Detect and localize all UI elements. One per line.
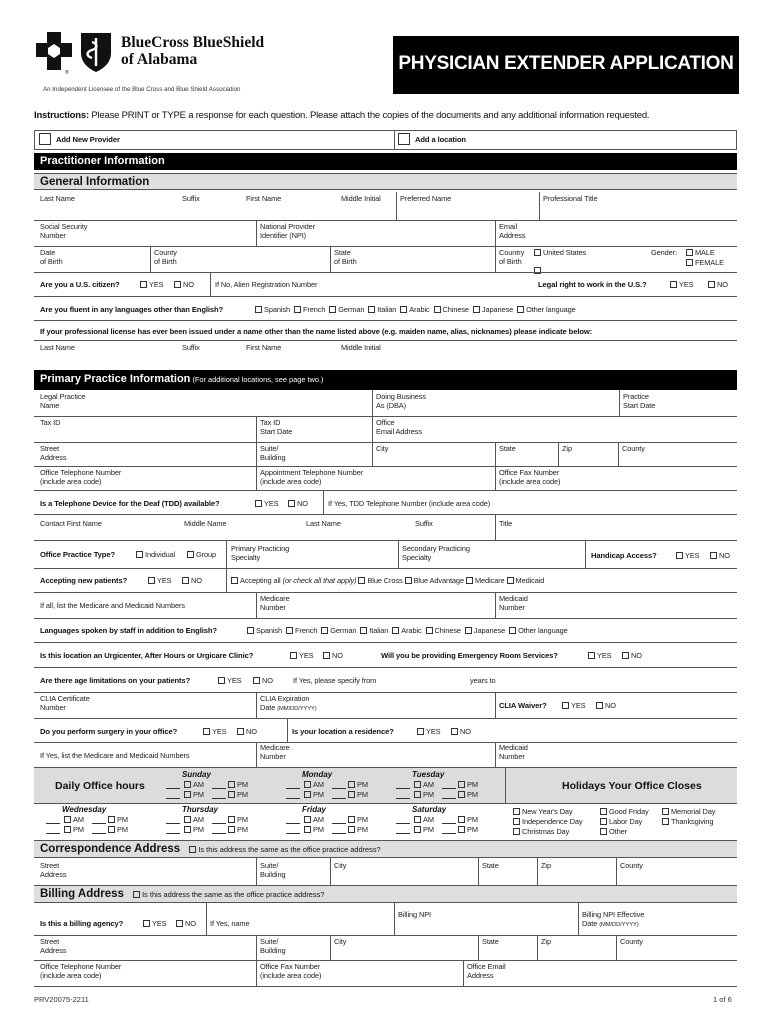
bill-state-label: State — [482, 937, 499, 946]
billing-agency-name-label: If Yes, name — [210, 919, 250, 928]
surgery-medicare-label: Medicare Number — [260, 743, 290, 761]
er-question: Will you be providing Emergency Room Services? — [381, 651, 558, 660]
gender-label: Gender: — [651, 248, 678, 257]
billing-agency-no[interactable]: NO — [176, 919, 196, 928]
primary-practice-note: (For additional locations, see page two.) — [190, 375, 324, 384]
er-no[interactable]: NO — [622, 651, 642, 660]
friday-close-pm-pm[interactable]: PM — [348, 825, 368, 834]
clia-waiver-yes[interactable]: YES — [562, 701, 586, 710]
bluecross-logo — [34, 30, 74, 72]
bill-zip-label: Zip — [541, 937, 551, 946]
practice-type-question: Office Practice Type? — [40, 550, 115, 559]
billing-npi-label: Billing NPI — [398, 910, 431, 919]
day-friday: Friday — [302, 805, 327, 814]
fluent-japanese[interactable]: Japanese — [473, 305, 513, 314]
citizen-question: Are you a U.S. citizen? — [40, 280, 120, 289]
middle-initial-label: Middle Initial — [341, 194, 381, 203]
page-number: 1 of 6 — [713, 995, 732, 1004]
handicap-question: Handicap Access? — [591, 551, 657, 560]
wednesday-open-am[interactable]: AM — [64, 815, 84, 824]
thursday-close-pm-pm[interactable]: PM — [228, 825, 248, 834]
add-provider-label: Add New Provider — [56, 135, 120, 144]
tdd-yes[interactable]: YES — [255, 499, 279, 508]
primary-specialty-label: Primary Practicing Specialty — [231, 544, 290, 562]
billing-agency-yes[interactable]: YES — [143, 919, 167, 928]
state-label: State — [499, 444, 516, 453]
day-wednesday: Wednesday — [62, 805, 107, 814]
day-monday: Monday — [302, 770, 333, 779]
holiday-thanksgiving[interactable]: Thanksgiving — [662, 817, 713, 826]
alias-suffix-label: Suffix — [182, 343, 200, 352]
office-phone-label: Office Telephone Number (include area code) — [40, 468, 122, 486]
practitioner-info-header: Practitioner Information — [34, 153, 737, 170]
appt-phone-label: Appointment Telephone Number (include area code) — [260, 468, 364, 486]
holiday-other[interactable]: Other — [600, 827, 627, 836]
saturday-open-am[interactable]: AM — [414, 815, 434, 824]
accepting-yes[interactable]: YES — [148, 576, 172, 585]
bill-county-label: County — [620, 937, 643, 946]
tuesday-open-am[interactable]: AM — [414, 780, 434, 789]
friday-close-pm-am[interactable]: PM — [348, 815, 368, 824]
medicaid-number-label: Medicaid Number — [499, 594, 528, 612]
fluent-spanish[interactable]: Spanish — [255, 305, 290, 314]
holiday-independence[interactable]: Independence Day — [513, 817, 582, 826]
fluent-other[interactable]: Other language — [517, 305, 576, 314]
urgicenter-no[interactable]: NO — [323, 651, 343, 660]
dba-label: Doing Business As (DBA) — [376, 392, 426, 410]
work-right-question: Legal right to work in the U.S.? — [538, 280, 647, 289]
staff-languages-question: Languages spoken by staff in addition to English? — [40, 626, 217, 635]
check-all-note: (or check all that apply) — [282, 576, 357, 585]
add-location-label: Add a location — [415, 135, 466, 144]
alias-first-name-label: First Name — [246, 343, 282, 352]
corr-county-label: County — [620, 861, 643, 870]
tdd-number-label: If Yes, TDD Telephone Number (include area code) — [328, 499, 491, 508]
contact-suffix-label: Suffix — [415, 519, 433, 528]
saturday-open-pm[interactable]: PM — [414, 825, 434, 834]
instructions — [34, 110, 649, 121]
clia-cert-label: CLIA Certificate Number — [40, 694, 90, 712]
practice-start-label: Practice Start Date — [623, 392, 656, 410]
billing-npi-effective-label: Billing NPI Effective Date (MM/DD/YYYY) — [582, 910, 645, 928]
suffix-label: Suffix — [182, 194, 200, 203]
age-from-label: If Yes, please specify from — [293, 676, 377, 685]
top-options-row — [34, 130, 737, 150]
billing-header — [34, 885, 737, 903]
office-fax-label: Office Fax Number (include area code) — [499, 468, 561, 486]
handicap-yes[interactable]: YES — [676, 551, 700, 560]
staff-french[interactable]: French — [286, 626, 317, 635]
contact-middle-label: Middle Name — [184, 519, 227, 528]
plan-blue-cross[interactable]: Blue Cross — [358, 576, 402, 585]
corr-city-label: City — [334, 861, 347, 870]
age-question: Are there age limitations on your patients? — [40, 676, 191, 685]
holiday-good-friday[interactable]: Good Friday — [600, 807, 649, 816]
clia-waiver-question: CLIA Waiver? — [499, 701, 547, 710]
monday-close-pm-am[interactable]: PM — [348, 780, 368, 789]
united-states-option[interactable]: United States — [534, 249, 586, 258]
er-yes[interactable]: YES — [588, 651, 612, 660]
sunday-close-pm-pm[interactable]: PM — [228, 790, 248, 799]
holiday-memorial-day[interactable]: Memorial Day — [662, 807, 715, 816]
accept-all-option[interactable]: Accepting all — [231, 576, 281, 585]
urgicenter-question: Is this location an Urgicenter, After Hours or Urgicare Clinic? — [40, 651, 254, 660]
citizen-no[interactable]: NO — [174, 280, 194, 289]
office-email-label: Office Email Address — [376, 418, 422, 436]
license-question: If your professional license has ever been issued under a name other than the name listed above (e.g. maiden name, alias, nicknames) please indicate below: — [40, 327, 593, 336]
other-country-checkbox[interactable] — [534, 260, 543, 278]
fluent-german[interactable]: German — [329, 305, 364, 314]
day-thursday: Thursday — [182, 805, 219, 814]
staff-german[interactable]: German — [321, 626, 356, 635]
work-right-no[interactable]: NO — [708, 280, 728, 289]
alias-middle-initial-label: Middle Initial — [341, 343, 381, 352]
page-title: PHYSICIAN EXTENDER APPLICATION — [393, 36, 739, 94]
fluent-italian[interactable]: Italian — [368, 305, 396, 314]
preferred-name-label: Preferred Name — [400, 194, 452, 203]
holiday-christmas[interactable]: Christmas Day — [513, 827, 569, 836]
citizen-yes[interactable]: YES — [140, 280, 164, 289]
tuesday-close-pm-pm[interactable]: PM — [458, 790, 478, 799]
holiday-labor-day[interactable]: Labor Day — [600, 817, 642, 826]
dob-label: Date of Birth — [40, 248, 63, 266]
bill-city-label: City — [334, 937, 347, 946]
billing-title: Billing Address — [40, 888, 124, 900]
blueshield-logo — [78, 30, 114, 74]
staff-japanese[interactable]: Japanese — [465, 626, 505, 635]
medicare-number-label: Medicare Number — [260, 594, 290, 612]
add-provider-checkbox[interactable] — [39, 133, 51, 145]
brand-name-line2: of Alabama — [121, 51, 198, 68]
thursday-open-am[interactable]: AM — [184, 815, 204, 824]
professional-title-label: Professional Title — [543, 194, 598, 203]
friday-open-pm[interactable]: PM — [304, 825, 324, 834]
city-label: City — [376, 444, 389, 453]
surgery-yes[interactable]: YES — [203, 727, 227, 736]
bill-office-phone-label: Office Telephone Number (include area code) — [40, 962, 122, 980]
plan-blue-advantage[interactable]: Blue Advantage — [405, 576, 464, 585]
contact-last-label: Last Name — [306, 519, 341, 528]
plan-medicare[interactable]: Medicare — [466, 576, 505, 585]
tdd-no[interactable]: NO — [288, 499, 308, 508]
staff-chinese[interactable]: Chinese — [426, 626, 461, 635]
staff-arabic[interactable]: Arabic — [392, 626, 421, 635]
surgery-medicaid-label: Medicaid Number — [499, 743, 528, 761]
residence-yes[interactable]: YES — [417, 727, 441, 736]
ssn-label: Social Security Number — [40, 222, 88, 240]
last-name-label: Last Name — [40, 194, 75, 203]
daily-hours-title: Daily Office hours — [55, 780, 145, 792]
bill-email-label: Office Email Address — [467, 962, 506, 980]
residence-no[interactable]: NO — [451, 727, 471, 736]
secondary-specialty-label: Secondary Practicing Specialty — [402, 544, 470, 562]
if-yes-list-label: If Yes, list the Medicare and Medicaid Numbers — [40, 751, 190, 760]
corr-state-label: State — [482, 861, 499, 870]
tax-id-label: Tax ID — [40, 418, 61, 427]
tax-start-label: Tax ID Start Date — [260, 418, 293, 436]
tuesday-close-pm-am[interactable]: PM — [458, 780, 478, 789]
contact-title-label: Title — [499, 519, 513, 528]
bill-suite-label: Suite/ Building — [260, 937, 286, 955]
staff-spanish[interactable]: Spanish — [247, 626, 282, 635]
brand-name-line1: BlueCross BlueShield — [121, 34, 265, 51]
monday-open-pm[interactable]: PM — [304, 790, 324, 799]
street-label: Street Address — [40, 444, 67, 462]
bill-fax-label: Office Fax Number (include area code) — [260, 962, 322, 980]
urgicenter-yes[interactable]: YES — [290, 651, 314, 660]
thursday-open-pm[interactable]: PM — [184, 825, 204, 834]
correspondence-title: Correspondence Address — [40, 843, 181, 855]
surgery-question: Do you perform surgery in your office? — [40, 727, 178, 736]
if-all-label: If all, list the Medicare and Medicaid Numbers — [40, 601, 185, 610]
npi-label: National Provider Identifier (NPI) — [260, 222, 315, 240]
male-option[interactable]: MALE — [686, 249, 715, 258]
sunday-open-pm[interactable]: PM — [184, 790, 204, 799]
holiday-new-years[interactable]: New Year's Day — [513, 807, 573, 816]
contact-first-label: Contact First Name — [40, 519, 102, 528]
female-option[interactable]: FEMALE — [686, 259, 724, 268]
accepting-question: Accepting new patients? — [40, 576, 128, 585]
primary-practice-title: Primary Practice Information — [40, 373, 191, 385]
corr-street-label: Street Address — [40, 861, 67, 879]
suite-label: Suite/ Building — [260, 444, 286, 462]
county-label: County — [622, 444, 645, 453]
clia-waiver-no[interactable]: NO — [596, 701, 616, 710]
staff-other[interactable]: Other language — [509, 626, 568, 635]
sunday-close-pm-am[interactable]: PM — [228, 780, 248, 789]
friday-open-am[interactable]: AM — [304, 815, 324, 824]
instructions-lead: Instructions: — [34, 110, 89, 121]
general-info-header: General Information — [34, 173, 737, 190]
correspondence-same-option[interactable]: Is this address the same as the office practice address? — [183, 845, 380, 854]
billing-agency-question: Is this a billing agency? — [40, 919, 124, 928]
instructions-text: Please PRINT or TYPE a response for each question. Please attach the copies of the documents and any additional information requested. — [88, 110, 650, 121]
licensee-text: An Independent Licensee of the Blue Cross and Blue Shield Association — [43, 86, 241, 93]
day-tuesday: Tuesday — [412, 770, 445, 779]
sunday-open-am[interactable]: AM — [184, 780, 204, 789]
wednesday-close-pm-am[interactable]: PM — [108, 815, 128, 824]
staff-italian[interactable]: Italian — [360, 626, 388, 635]
fluent-arabic[interactable]: Arabic — [400, 305, 429, 314]
saturday-close-pm-am[interactable]: PM — [458, 815, 478, 824]
email-label: Email Address — [499, 222, 526, 240]
form-code: PRV20075-2211 — [34, 995, 89, 1004]
bill-street-label: Street Address — [40, 937, 67, 955]
individual-option[interactable]: Individual — [136, 550, 175, 559]
corr-suite-label: Suite/ Building — [260, 861, 286, 879]
day-saturday: Saturday — [412, 805, 447, 814]
billing-same-option[interactable]: Is this address the same as the office practice address? — [127, 890, 324, 899]
country-birth-label: Country of Birth — [499, 248, 525, 266]
residence-question: Is your location a residence? — [292, 727, 394, 736]
age-no[interactable]: NO — [253, 676, 273, 685]
fluent-french[interactable]: French — [294, 305, 325, 314]
alien-registration-label: If No, Alien Registration Number — [215, 280, 318, 289]
plan-medicaid[interactable]: Medicaid — [507, 576, 545, 585]
first-name-label: First Name — [246, 194, 282, 203]
fluent-languages — [255, 305, 576, 314]
wednesday-close-pm-pm[interactable]: PM — [108, 825, 128, 834]
accepting-no[interactable]: NO — [182, 576, 202, 585]
saturday-close-pm-pm[interactable]: PM — [458, 825, 478, 834]
years-to-label: years to — [470, 676, 496, 685]
zip-label: Zip — [562, 444, 572, 453]
state-birth-label: State of Birth — [334, 248, 357, 266]
holidays-title: Holidays Your Office Closes — [562, 780, 702, 792]
corr-zip-label: Zip — [541, 861, 551, 870]
clia-exp-label: CLIA Expiration Date (MM/DD/YYYY) — [260, 694, 317, 712]
day-sunday: Sunday — [182, 770, 211, 779]
alias-last-name-label: Last Name — [40, 343, 75, 352]
age-yes[interactable]: YES — [218, 676, 242, 685]
group-option[interactable]: Group — [187, 550, 216, 559]
staff-languages — [247, 626, 568, 635]
accept-plans — [231, 576, 544, 585]
fluent-chinese[interactable]: Chinese — [434, 305, 469, 314]
thursday-close-pm-am[interactable]: PM — [228, 815, 248, 824]
legal-name-label: Legal Practice Name — [40, 392, 86, 410]
handicap-no[interactable]: NO — [710, 551, 730, 560]
tdd-question: Is a Telephone Device for the Deaf (TDD) available? — [40, 499, 220, 508]
fluent-question: Are you fluent in any languages other than English? — [40, 305, 224, 314]
surgery-no[interactable]: NO — [237, 727, 257, 736]
primary-practice-header — [34, 370, 737, 390]
registered-mark: ® — [65, 70, 69, 76]
work-right-yes[interactable]: YES — [670, 280, 694, 289]
monday-close-pm-pm[interactable]: PM — [348, 790, 368, 799]
correspondence-header — [34, 840, 737, 858]
county-birth-label: County of Birth — [154, 248, 177, 266]
tuesday-open-pm[interactable]: PM — [414, 790, 434, 799]
wednesday-open-pm[interactable]: PM — [64, 825, 84, 834]
add-location-checkbox[interactable] — [398, 133, 410, 145]
monday-open-am[interactable]: AM — [304, 780, 324, 789]
